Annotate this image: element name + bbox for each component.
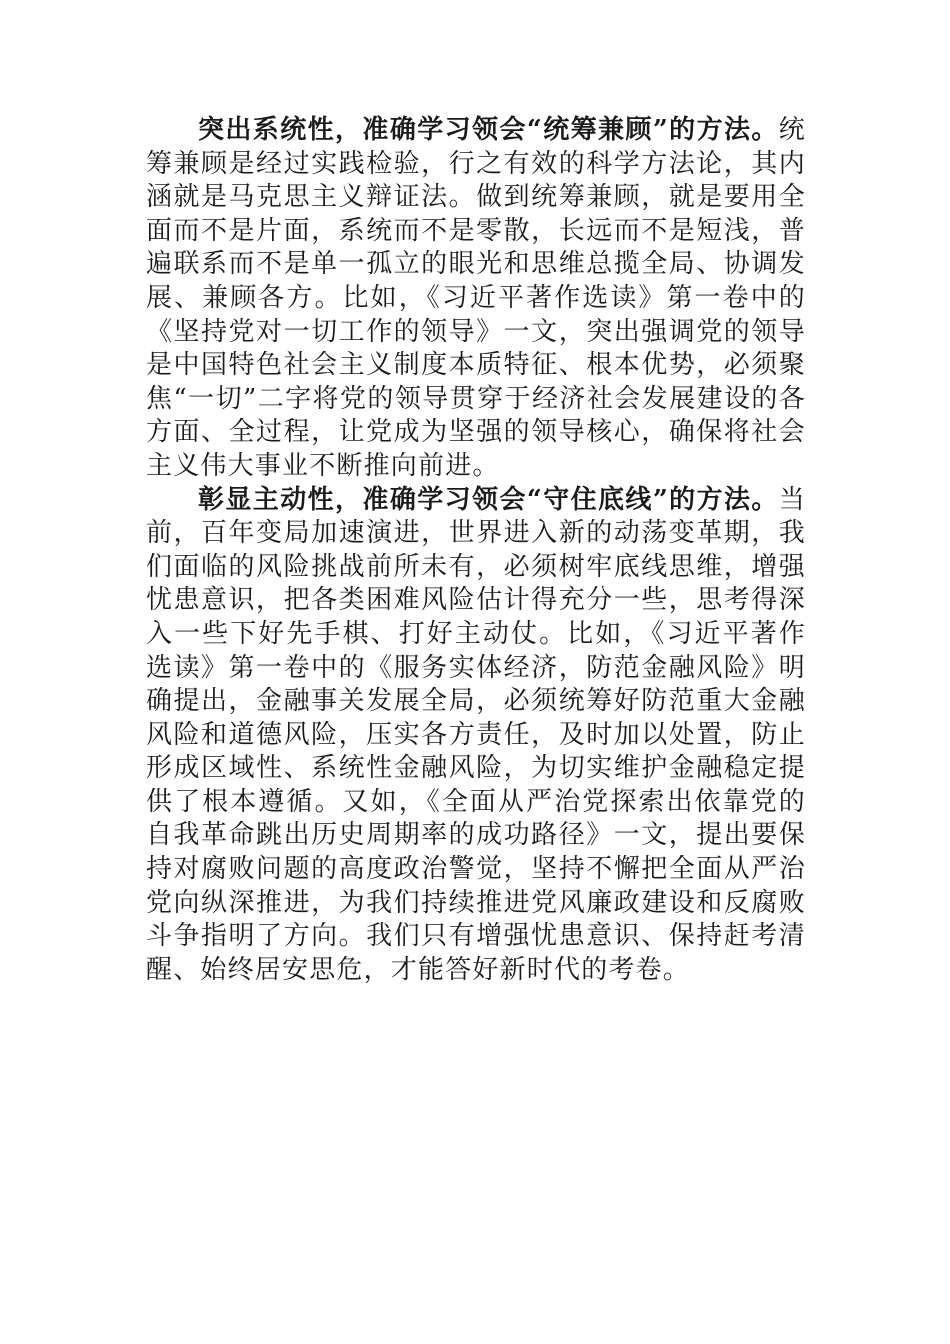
paragraph-text: 统筹兼顾是经过实践检验，行之有效的科学方法论，其内涵就是马克思主义辩证法。做到统筹兼顾，就是要用全面而不是片面，系统而不是零散，长远而不是短浅，普遍联系而不是单一孤立的眼光和思维总揽全局、协调发展、兼顾各方。比如，《习近平著作选读》第一卷中的《坚持党对一切工作的领导》一文，突出强调党的领导是中国特色社会主义制度本质特征、根本优势，必须聚焦“一切”二字将党的领导贯穿于经济社会发展建设的各方面、全过程，让党成为坚强的领导核心，确保将社会主义伟大事业不断推向前进。 <box>146 115 806 481</box>
paragraph-text: 当前，百年变局加速演进，世界进入新的动荡变革期，我们面临的风险挑战前所未有，必须树牢底线思维，增强忧患意识，把各类困难风险估计得充分一些，思考得深入一些下好先手棋、打好主动仗。比如，《习近平著作选读》第一卷中的《服务实体经济，防范金融风险》明确提出，金融事关发展全局，必须统筹好防范重大金融风险和道德风险，压实各方责任，及时加以处置，防止形成区域性、系统性金融风险，为切实维护金融稳定提供了根本遵循。又如，《全面从严治党探索出依靠党的自我革命跳出历史周期率的成功路径》一文，提出要保持对腐败问题的高度政治警觉，坚持不懈把全面从严治党向纵深推进，为我们持续推进党风廉政建设和反腐败斗争指明了方向。我们只有增强忧患意识、保持赶考清醒、始终居安思危，才能答好新时代的考卷。 <box>146 484 806 985</box>
paragraph-systematic <box>146 114 806 484</box>
paragraph-heading: 彰显主动性，准确学习领会“守住底线”的方法。 <box>198 484 779 515</box>
document-body <box>146 114 806 987</box>
paragraph-initiative <box>146 484 806 988</box>
paragraph-heading: 突出系统性，准确学习领会“统筹兼顾”的方法。 <box>198 115 779 145</box>
